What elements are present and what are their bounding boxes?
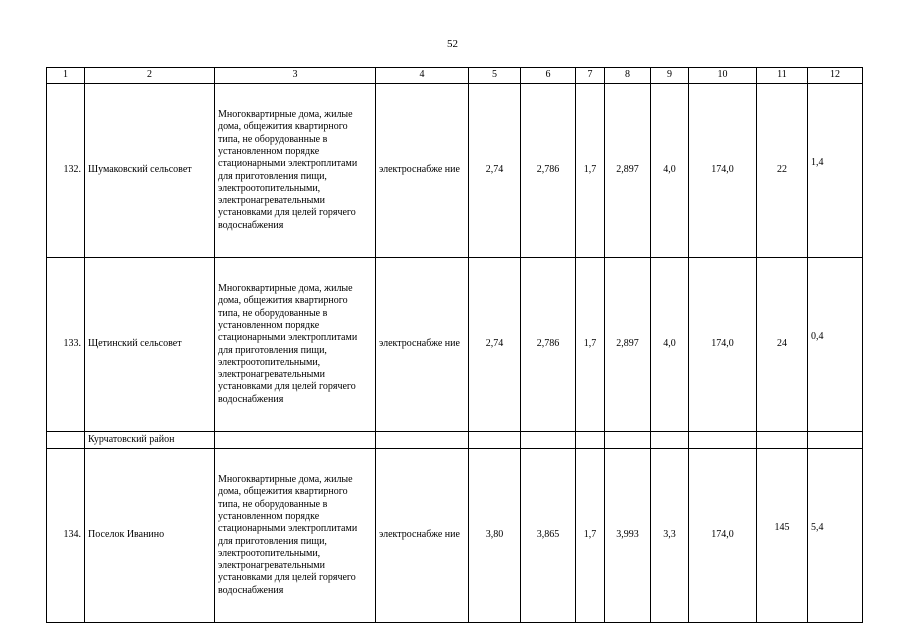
group-label: Курчатовский район (85, 432, 215, 449)
category-description: Многоквартирные дома, жилые дома, общежития квартирного типа, не оборудованные в установленном порядке стационарными электроплитами для приготовления пищи, электроотопительными, электронагревательными установками для целей горячего водоснабжения (215, 258, 376, 432)
value-cell: 4,0 (651, 258, 689, 432)
row-number: 134. (47, 449, 85, 623)
column-header: 5 (469, 68, 521, 84)
row-number: 132. (47, 84, 85, 258)
value-cell: 2,786 (521, 84, 576, 258)
value-cell: 3,993 (605, 449, 651, 623)
territory-name: Шумаковский сельсовет (85, 84, 215, 258)
value-cell: 1,7 (576, 84, 605, 258)
value-cell: 174,0 (689, 84, 757, 258)
empty-cell (215, 432, 376, 449)
value-cell: 2,897 (605, 84, 651, 258)
column-header: 3 (215, 68, 376, 84)
value-cell: 2,786 (521, 258, 576, 432)
value-cell: 3,80 (469, 449, 521, 623)
service-name: электроснабже ние (376, 449, 469, 623)
row-number: 133. (47, 258, 85, 432)
service-name: электроснабже ние (376, 258, 469, 432)
value-cell: 3,865 (521, 449, 576, 623)
empty-cell (376, 432, 469, 449)
territory-name: Поселок Иванино (85, 449, 215, 623)
value-cell: 0,4 (808, 258, 863, 432)
category-description: Многоквартирные дома, жилые дома, общежития квартирного типа, не оборудованные в установленном порядке стационарными электроплитами для приготовления пищи, электроотопительными, электронагревательными установками для целей горячего водоснабжения (215, 449, 376, 623)
table-header-row (47, 68, 863, 84)
empty-cell (469, 432, 521, 449)
empty-cell (757, 432, 808, 449)
empty-cell (689, 432, 757, 449)
empty-cell (651, 432, 689, 449)
value-cell: 1,7 (576, 449, 605, 623)
territory-name: Щетинский сельсовет (85, 258, 215, 432)
column-header: 1 (47, 68, 85, 84)
value-cell: 4,0 (651, 84, 689, 258)
group-row (47, 432, 863, 449)
column-header: 4 (376, 68, 469, 84)
empty-cell (521, 432, 576, 449)
value-cell: 3,3 (651, 449, 689, 623)
value-cell: 145 (757, 449, 808, 623)
value-cell: 2,897 (605, 258, 651, 432)
value-cell: 1,4 (808, 84, 863, 258)
column-header: 11 (757, 68, 808, 84)
table-row (47, 258, 863, 432)
column-header: 9 (651, 68, 689, 84)
category-description: Многоквартирные дома, жилые дома, общежития квартирного типа, не оборудованные в установленном порядке стационарными электроплитами для приготовления пищи, электроотопительными, электронагревательными установками для целей горячего водоснабжения (215, 84, 376, 258)
column-header: 10 (689, 68, 757, 84)
empty-cell (47, 432, 85, 449)
value-cell: 1,7 (576, 258, 605, 432)
value-cell: 5,4 (808, 449, 863, 623)
value-cell: 2,74 (469, 84, 521, 258)
table-row (47, 84, 863, 258)
empty-cell (808, 432, 863, 449)
value-cell: 174,0 (689, 449, 757, 623)
tariff-table (46, 67, 863, 623)
empty-cell (576, 432, 605, 449)
column-header: 12 (808, 68, 863, 84)
column-header: 2 (85, 68, 215, 84)
value-cell: 22 (757, 84, 808, 258)
table-row (47, 449, 863, 623)
service-name: электроснабже ние (376, 84, 469, 258)
column-header: 7 (576, 68, 605, 84)
empty-cell (605, 432, 651, 449)
value-cell: 24 (757, 258, 808, 432)
value-cell: 2,74 (469, 258, 521, 432)
column-header: 8 (605, 68, 651, 84)
page-number: 52 (447, 38, 458, 50)
column-header: 6 (521, 68, 576, 84)
value-cell: 174,0 (689, 258, 757, 432)
